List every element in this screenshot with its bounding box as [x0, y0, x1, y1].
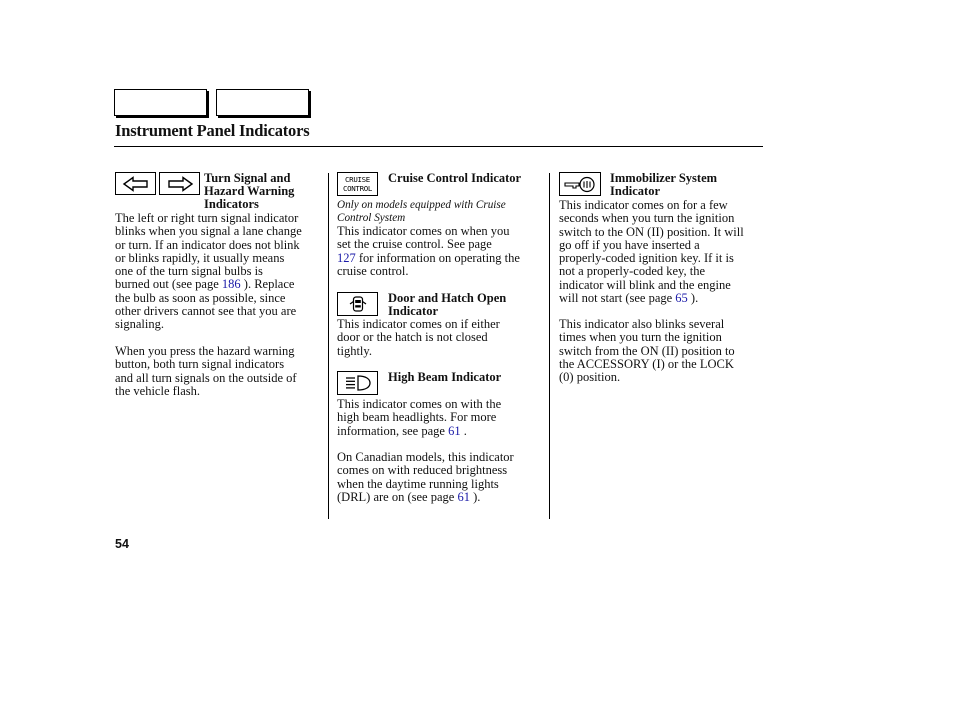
page-link-61-drl[interactable]: 61 [457, 489, 470, 504]
immobilizer-heading: Immobilizer System Indicator [610, 171, 718, 199]
drl-paragraph: On Canadian models, this indicator comes on with reduced brightness when the daytime running lights (DRL) are on (see page 61 ). [337, 450, 514, 504]
high-beam-icon [337, 371, 378, 395]
cruise-control-note: Only on models equipped with Cruise Control System [337, 199, 506, 224]
right-turn-signal-icon [159, 172, 200, 195]
turn-signal-paragraph: The left or right turn signal indicator blinks when you signal a lane change or turn. If an indicator does not blink or blinks rapidly, it usually means one of the turn signal bulbs is burned out (see page 186 ). Replace the bulb as soon as possible, since other drivers cannot see that you are signaling. [115, 211, 302, 332]
nav-tab-previous[interactable] [114, 89, 207, 116]
door-open-icon [337, 292, 378, 316]
cruise-control-paragraph: This indicator comes on when you set the cruise control. See page 127 for information on operating the cruise control. [337, 224, 520, 278]
page-link-127[interactable]: 127 [337, 250, 356, 265]
column-divider-2 [549, 173, 550, 519]
left-turn-signal-icon [115, 172, 156, 195]
cruise-control-icon: CRUISE CONTROL [337, 172, 378, 196]
nav-tab-next[interactable] [216, 89, 309, 116]
high-beam-paragraph: This indicator comes on with the high beam headlights. For more information, see page 61 . [337, 397, 502, 438]
turn-signal-heading: Turn Signal and Hazard Warning Indicators [204, 171, 295, 212]
page-link-61[interactable]: 61 [448, 423, 461, 438]
page-link-186[interactable]: 186 [221, 277, 241, 292]
page-title: Instrument Panel Indicators [115, 121, 310, 140]
hazard-paragraph: When you press the hazard warning button, both turn signal indicators and all turn signals on the outside of the vehicle flash. [115, 344, 297, 398]
title-divider [114, 146, 763, 147]
cruise-control-heading: Cruise Control Indicator [388, 171, 522, 185]
door-hatch-paragraph: This indicator comes on if either door or the hatch is not closed tightly. [337, 317, 500, 358]
immobilizer-key-icon [559, 172, 601, 196]
column-divider-1 [328, 173, 329, 519]
immobilizer-blink-paragraph: This indicator also blinks several times when you turn the ignition switch from the ON (II) position to the ACCESSORY (I) or the LOCK (0) position. [559, 317, 735, 385]
page-number: 54 [115, 537, 129, 551]
high-beam-heading: High Beam Indicator [388, 370, 502, 384]
immobilizer-paragraph: This indicator comes on for a few seconds when you turn the ignition switch to the ON (II) position. It will go off if you have inserted a properly-coded ignition key. If it is not a properly-coded key, the indicator will blink and the engine will not start (see page 65 ). [559, 198, 744, 306]
door-hatch-heading: Door and Hatch Open Indicator [388, 291, 507, 319]
page-link-65[interactable]: 65 [675, 291, 688, 306]
